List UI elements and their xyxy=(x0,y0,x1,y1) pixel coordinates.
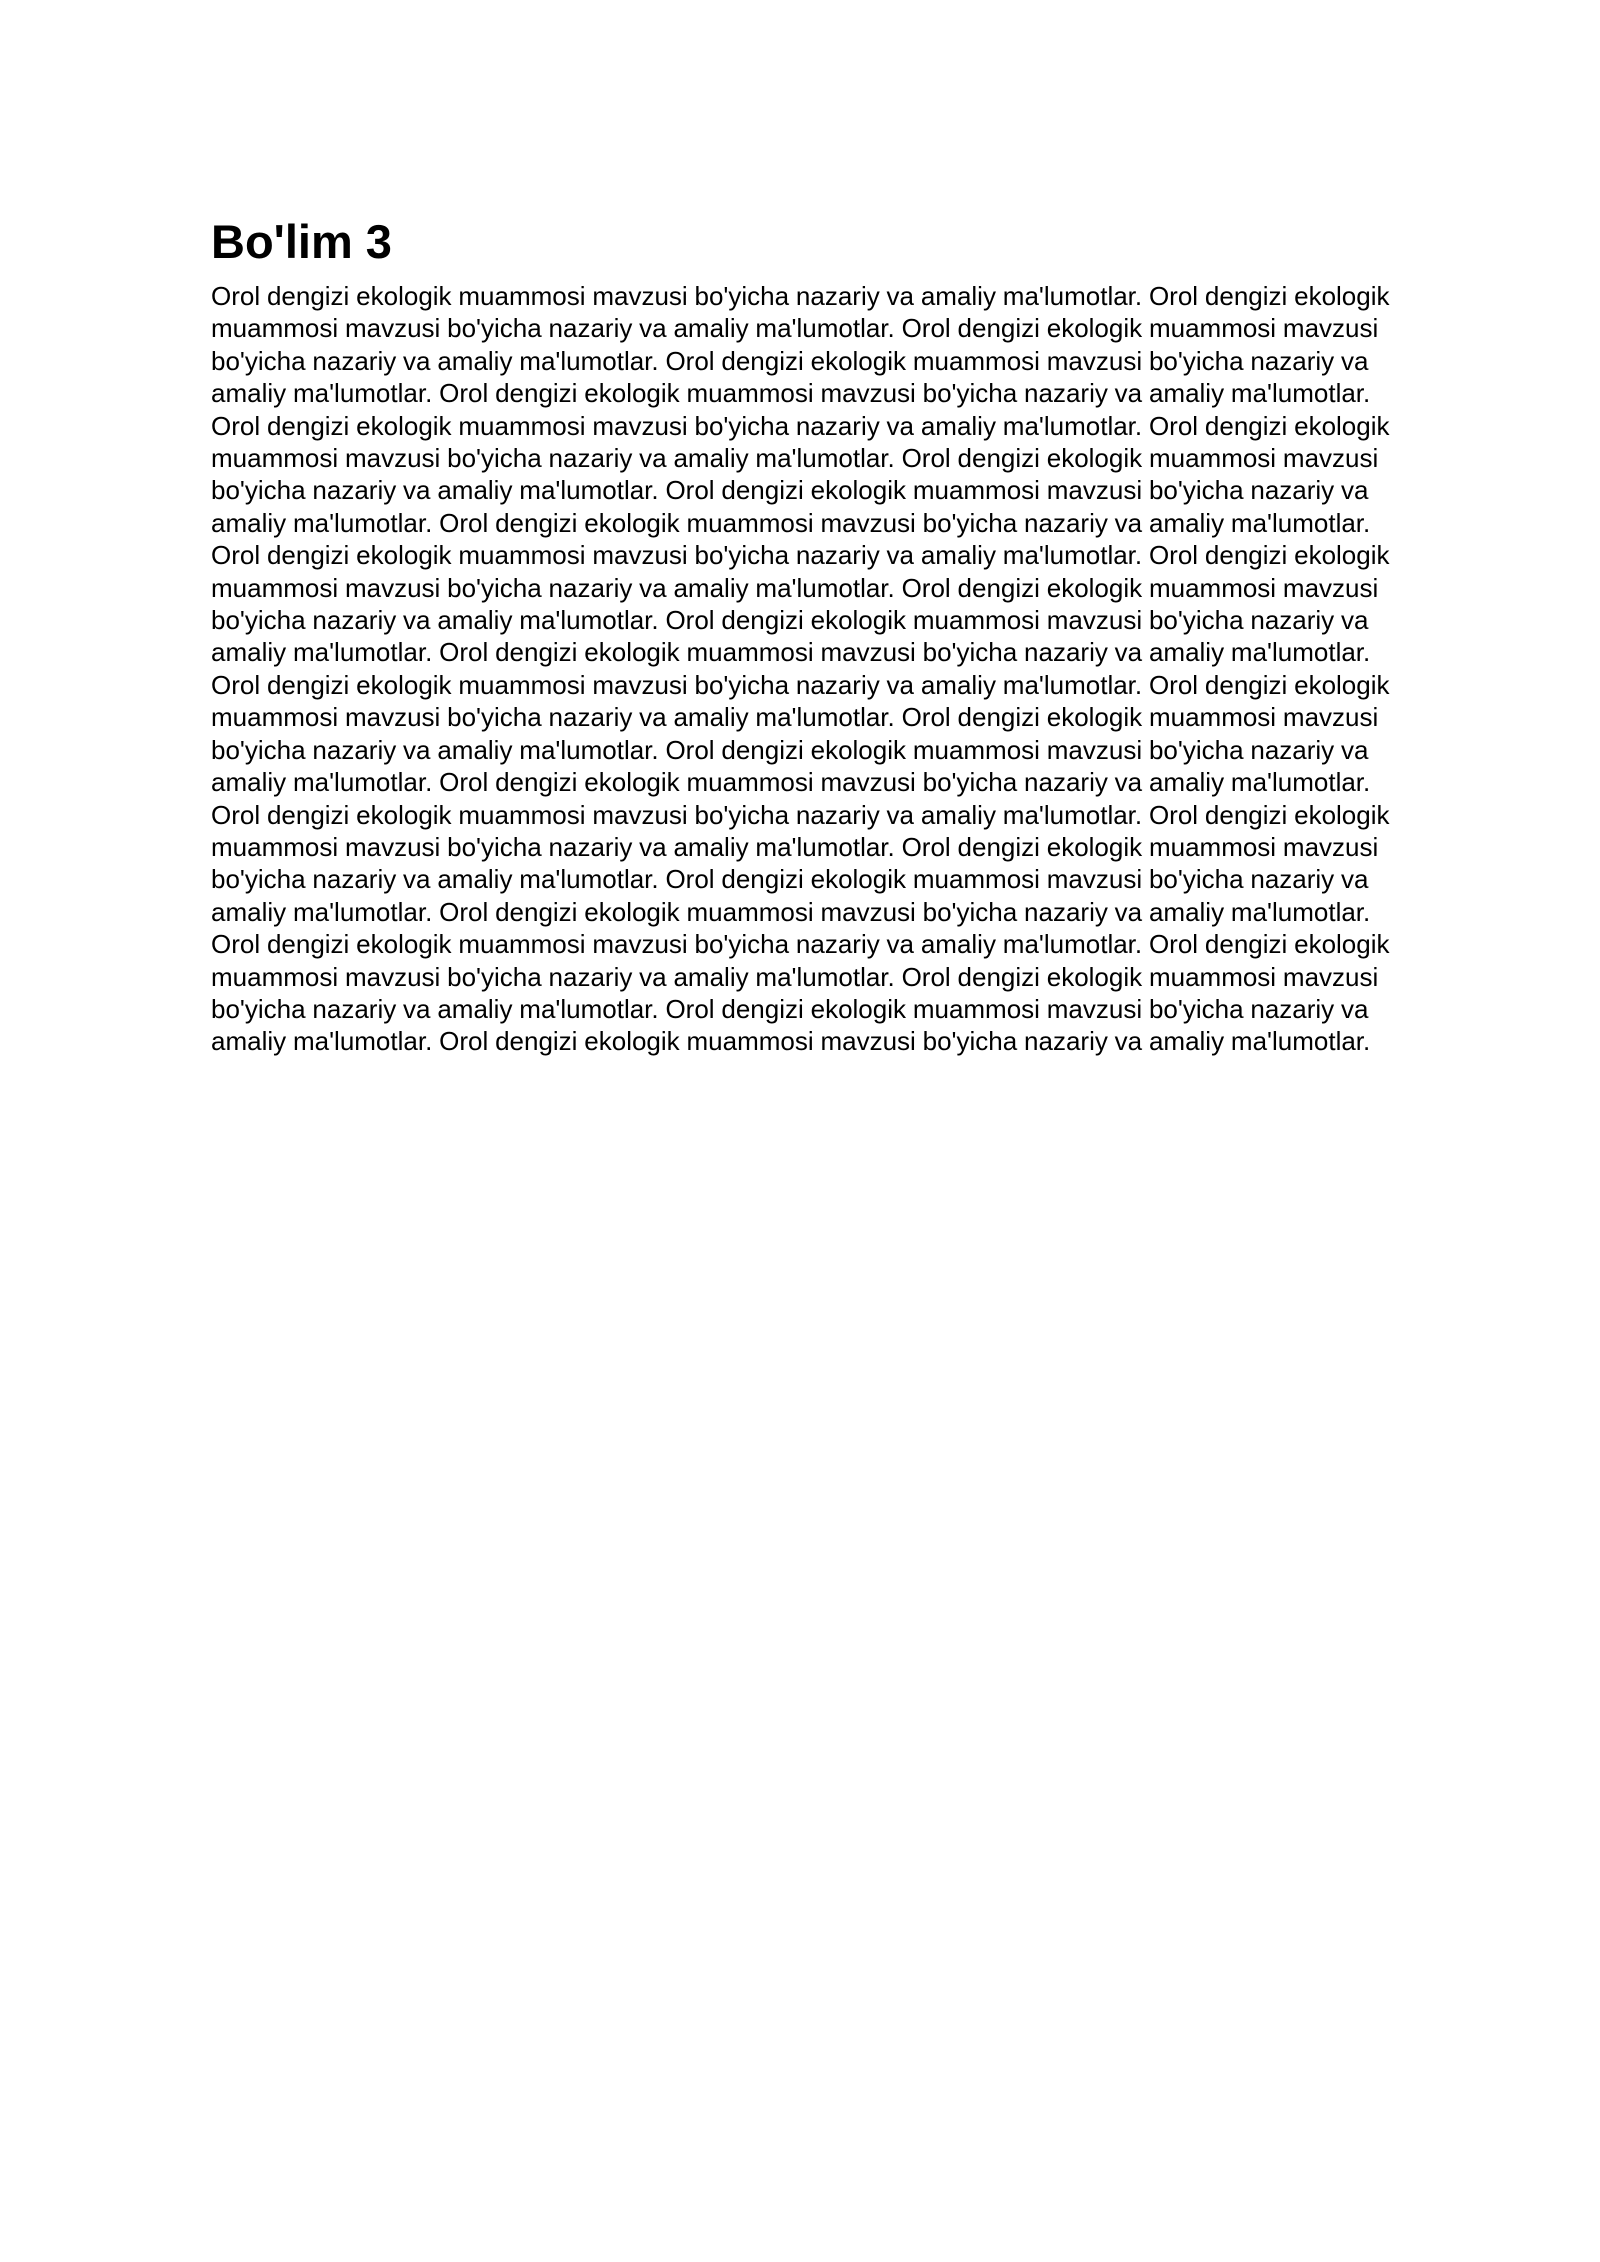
page-content xyxy=(211,208,1401,1058)
section-heading: Bo'lim 3 xyxy=(211,215,392,268)
body-paragraph: Orol dengizi ekologik muammosi mavzusi bo'yicha nazariy va amaliy ma'lumotlar. Orol dengizi ekologik muammosi mavzusi bo'yicha nazariy va amaliy ma'lumotlar. Orol dengizi ekologik muammosi mavzusi bo'yicha nazariy va amaliy ma'lumotlar. Orol dengizi ekologik muammosi mavzusi bo'yicha nazariy va amaliy ma'lumotlar. Orol dengizi ekologik muammosi mavzusi bo'yicha nazariy va amaliy ma'lumotlar. Orol dengizi ekologik muammosi mavzusi bo'yicha nazariy va amaliy ma'lumotlar. Orol dengizi ekologik muammosi mavzusi bo'yicha nazariy va amaliy ma'lumotlar. Orol dengizi ekologik muammosi mavzusi bo'yicha nazariy va amaliy ma'lumotlar. Orol dengizi ekologik muammosi mavzusi bo'yicha nazariy va amaliy ma'lumotlar. Orol dengizi ekologik muammosi mavzusi bo'yicha nazariy va amaliy ma'lumotlar. Orol dengizi ekologik muammosi mavzusi bo'yicha nazariy va amaliy ma'lumotlar. Orol dengizi ekologik muammosi mavzusi bo'yicha nazariy va amaliy ma'lumotlar. Orol dengizi ekologik muammosi mavzusi bo'yicha nazariy va amaliy ma'lumotlar. Orol dengizi ekologik muammosi mavzusi bo'yicha nazariy va amaliy ma'lumotlar. Orol dengizi ekologik muammosi mavzusi bo'yicha nazariy va amaliy ma'lumotlar. Orol dengizi ekologik muammosi mavzusi bo'yicha nazariy va amaliy ma'lumotlar. Orol dengizi ekologik muammosi mavzusi bo'yicha nazariy va amaliy ma'lumotlar. Orol dengizi ekologik muammosi mavzusi bo'yicha nazariy va amaliy ma'lumotlar. Orol dengizi ekologik muammosi mavzusi bo'yicha nazariy va amaliy ma'lumotlar. Orol dengizi ekologik muammosi mavzusi bo'yicha nazariy va amaliy ma'lumotlar. Orol dengizi ekologik muammosi mavzusi bo'yicha nazariy va amaliy ma'lumotlar. Orol dengizi ekologik muammosi mavzusi bo'yicha nazariy va amaliy ma'lumotlar. Orol dengizi ekologik muammosi mavzusi bo'yicha nazariy va amaliy ma'lumotlar. Orol dengizi ekologik muammosi mavzusi bo'yicha nazariy va amaliy ma'lumotlar. Orol dengizi ekologik muammosi mavzusi bo'yicha nazariy va amaliy ma'lumotlar. Orol dengizi ekologik muammosi mavzusi bo'yicha nazariy va amaliy ma'lumotlar. Orol dengizi ekologik muammosi mavzusi bo'yicha nazariy va amaliy ma'lumotlar. Orol dengizi ekologik muammosi mavzusi bo'yicha nazariy va amaliy ma'lumotlar. Orol dengizi ekologik muammosi mavzusi bo'yicha nazariy va amaliy ma'lumotlar. Orol dengizi ekologik muammosi mavzusi bo'yicha nazariy va amaliy ma'lumotlar. xyxy=(211,281,1390,1057)
